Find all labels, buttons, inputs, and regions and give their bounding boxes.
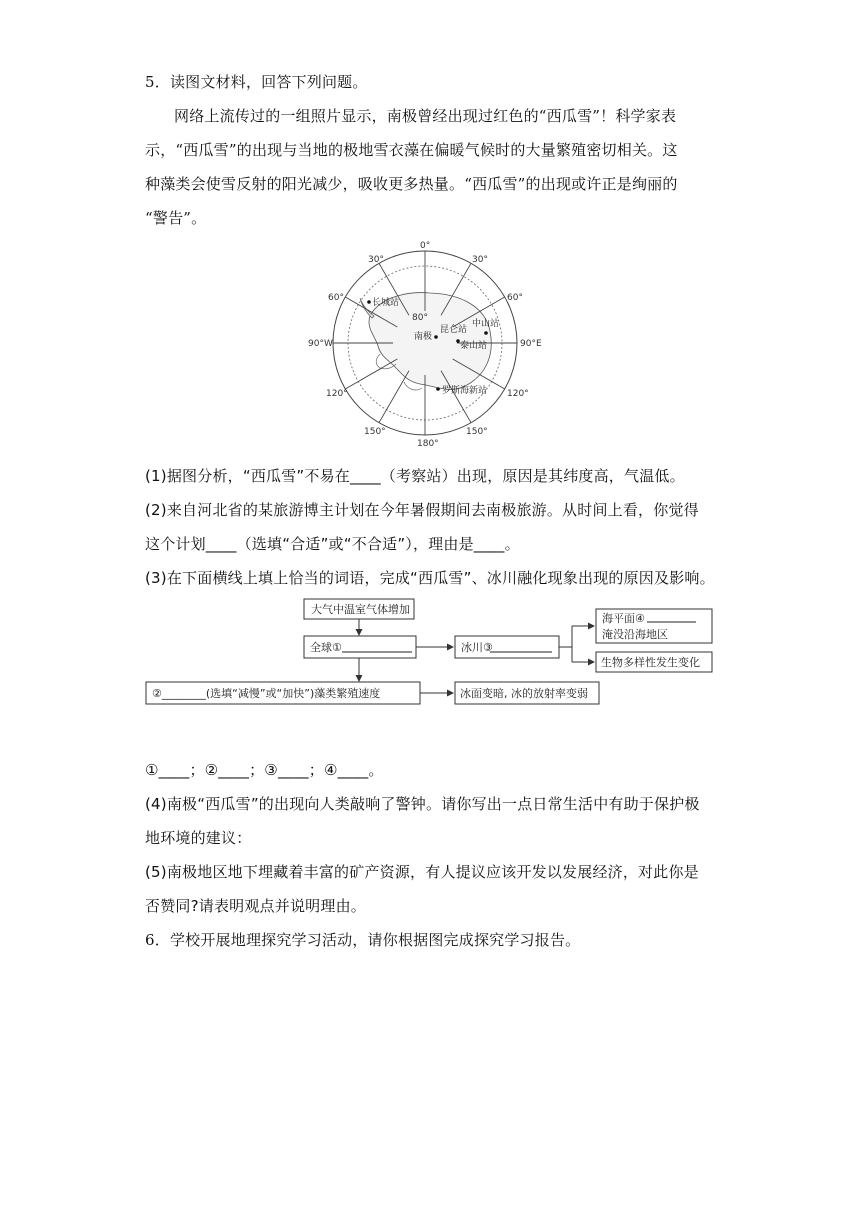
station-label: 长城站 [372, 298, 400, 308]
longitude-label: 90°W [308, 339, 333, 349]
station-dot [434, 335, 438, 339]
passage-line: “警告”。 [145, 209, 207, 227]
flow-text-greenhouse: 大气中温室气体增加 [311, 603, 410, 616]
longitude-label: 120° [326, 389, 348, 399]
sub-question-3: (3)在下面横线上填上恰当的词语，完成“西瓜雪”、冰川融化现象出现的原因及影响。 [145, 569, 715, 587]
sub-question-4: (4)南极“西瓜雪”的出现向人类敲响了警钟。请你写出一点日常生活中有助于保护极 [145, 795, 700, 813]
passage-line: 种藻类会使雪反射的阳光减少，吸收更多热量。“西瓜雪”的出现或许正是绚丽的 [145, 175, 678, 193]
longitude-label: 30° [472, 255, 488, 265]
station-label: 中山站 [472, 319, 500, 329]
station-label: 泰山站 [460, 341, 488, 351]
sub-question-2-cont: 这个计划____（选填“合适”或“不合适”），理由是____。 [145, 535, 520, 553]
sub-question-1: (1)据图分析，“西瓜雪”不易在____（考察站）出现，原因是其纬度高，气温低。 [145, 467, 685, 485]
station-dot [484, 331, 488, 335]
flow-text-algae: ②________(选填“减慢”或“加快”)藻类繁殖速度 [152, 687, 381, 700]
sub-question-2: (2)来自河北省的某旅游博主计划在今年暑假期间去南极旅游。从时间上看，你觉得 [145, 501, 699, 519]
longitude-label: 30° [368, 255, 384, 265]
flow-text-sea-line1: 海平面④ [602, 612, 645, 625]
flow-text-biodiversity: 生物多样性发生变化 [601, 656, 700, 669]
longitude-label: 60° [328, 293, 344, 303]
cause-effect-flowchart [144, 597, 716, 707]
longitude-label: 150° [364, 427, 386, 437]
longitude-label: 120° [507, 389, 529, 399]
passage-line: 示，“西瓜雪”的出现与当地的极地雪衣藻在偏暖气候时的大量繁殖密切相关。这 [145, 141, 678, 159]
longitude-label: 60° [507, 293, 523, 303]
longitude-label: 0° [420, 241, 431, 251]
longitude-label: 180° [417, 439, 439, 449]
question-5-heading: 5．读图文材料，回答下列问题。 [145, 73, 368, 91]
station-dot [436, 387, 440, 391]
longitude-label: 90°E [520, 339, 542, 349]
question-6-heading: 6．学校开展地理探究学习活动，请你根据图完成探究学习报告。 [145, 931, 581, 949]
flow-text-ice: 冰面变暗, 冰的放射率变弱 [460, 687, 588, 700]
flow-text-glacier: 冰川③ [461, 641, 493, 654]
station-label: 罗斯海新站 [442, 386, 488, 396]
sub-question-5-cont: 否赞同?请表明观点并说明理由。 [145, 897, 366, 915]
answer-blanks: ①____；②____；③____；④____。 [145, 761, 384, 779]
latitude-label: 80° [412, 313, 428, 323]
antarctica-polar-map [300, 236, 550, 450]
passage-line: 网络上流传过的一组照片显示，南极曾经出现过红色的“西瓜雪”！科学家表 [174, 107, 677, 125]
sub-question-5: (5)南极地区地下埋藏着丰富的矿产资源，有人提议应该开发以发展经济，对此你是 [145, 863, 699, 881]
pole-label: 南极 [414, 332, 433, 342]
flow-text-global: 全球① [310, 641, 342, 654]
longitude-label: 150° [466, 427, 488, 437]
flow-text-sea-line2: 淹没沿海地区 [602, 628, 668, 641]
sub-question-4-cont: 地环境的建议： [145, 829, 252, 847]
station-dot [367, 300, 371, 304]
station-label: 昆仑站 [440, 325, 468, 335]
